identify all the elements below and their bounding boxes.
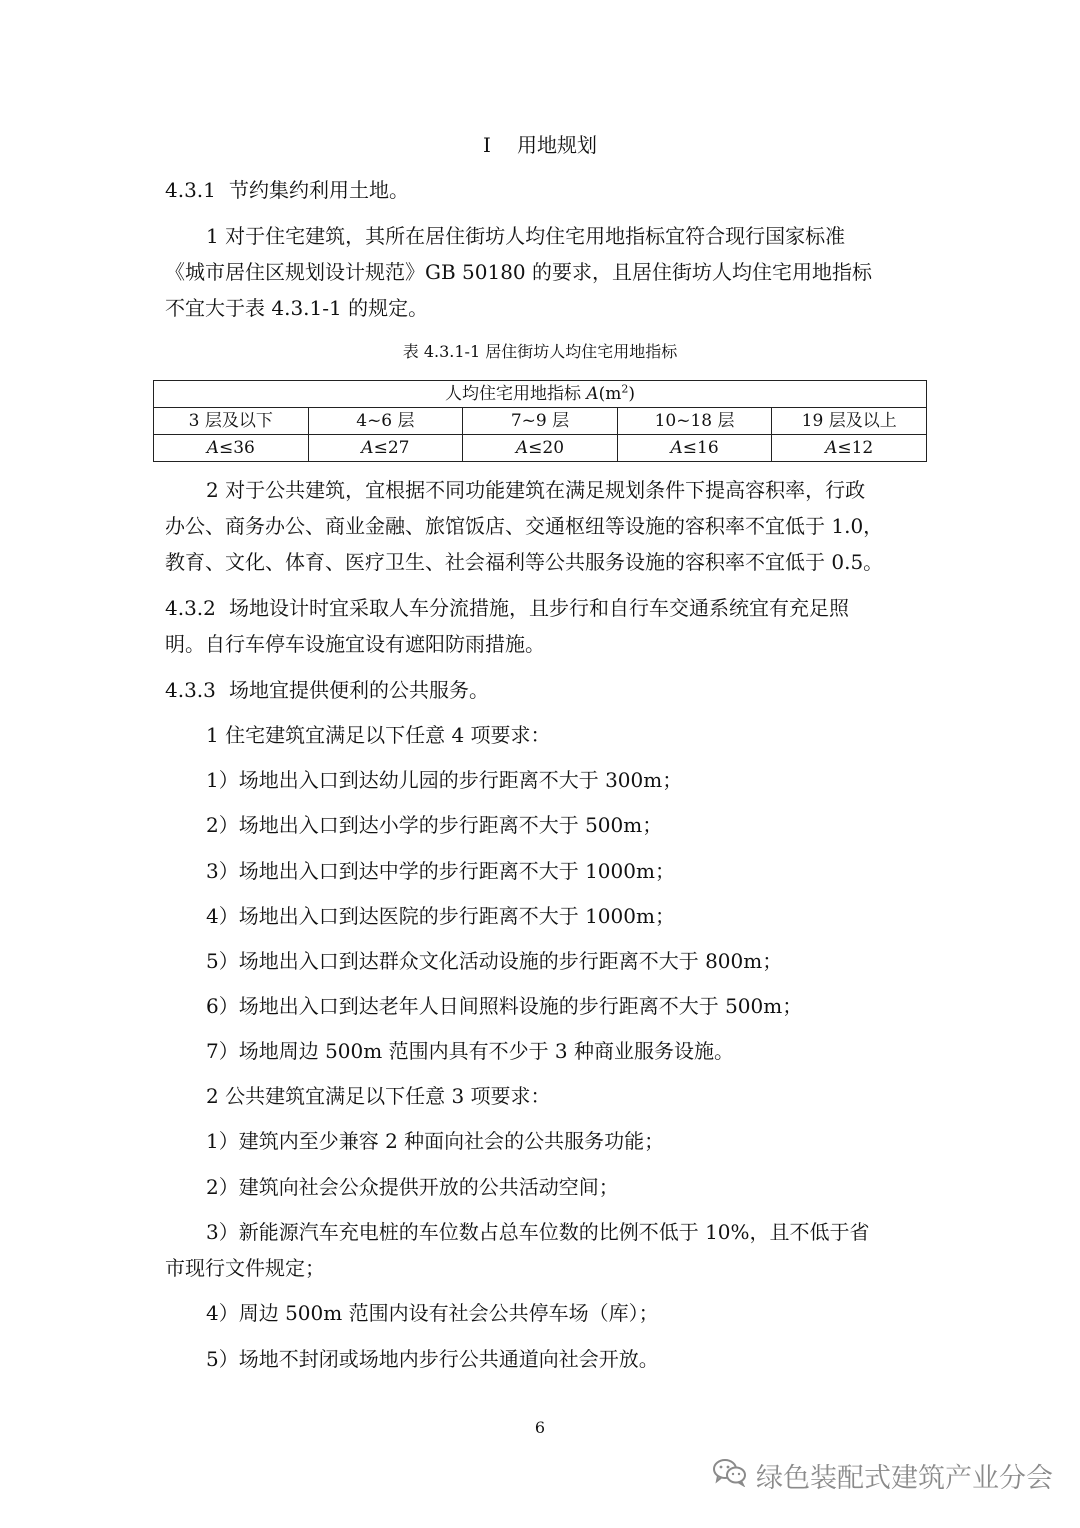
paragraph-2-line-3: 教育、文化、体育、医疗卫生、社会福利等公共服务设施的容积率不宜低于 0.5。: [165, 550, 884, 574]
residential-intro: 1 住宅建筑宜满足以下任意 4 项要求：: [206, 723, 551, 747]
paragraph-2-line-1: 2 对于公共建筑，宜根据不同功能建筑在满足规划条件下提高容积率，行政: [206, 478, 866, 502]
list-item: 1）场地出入口到达幼儿园的步行距离不大于 300m；: [206, 768, 683, 792]
section-title-text: 用地规划: [516, 133, 597, 157]
list-item-cont: 市现行文件规定；: [165, 1256, 325, 1280]
clause-4-3-2-cont: 明。自行车停车设施宜设有遮阳防雨措施。: [165, 632, 545, 656]
clause-4-3-2: [165, 593, 925, 623]
table-column-header: 3 层及以下: [154, 408, 309, 435]
table-cell: A≤20: [463, 435, 618, 462]
section-title: [0, 130, 1080, 160]
list-item: 2）建筑向社会公众提供开放的公共活动空间；: [206, 1175, 619, 1199]
paragraph-2-line-2: 办公、商务办公、商业金融、旅馆饭店、交通枢纽等设施的容积率不宜低于 1.0，: [165, 514, 884, 538]
paragraph-1-line-2: 《城市居住区规划设计规范》GB 50180 的要求，且居住街坊人均住宅用地指标: [165, 260, 873, 284]
list-item: 7）场地周边 500m 范围内具有不少于 3 种商业服务设施。: [206, 1039, 735, 1063]
clause-number: 4.3.1: [165, 178, 216, 202]
list-item: 4）场地出入口到达医院的步行距离不大于 1000m；: [206, 904, 675, 928]
clause-4-3-1: [165, 175, 925, 205]
clause-text: 场地宜提供便利的公共服务。: [229, 678, 489, 702]
table-cell: A≤16: [617, 435, 772, 462]
list-item: 5）场地出入口到达群众文化活动设施的步行距离不大于 800m；: [206, 949, 783, 973]
table-cell: A≤27: [308, 435, 463, 462]
list-item: 4）周边 500m 范围内设有社会公共停车场（库）；: [206, 1301, 659, 1325]
watermark-text: 绿色装配式建筑产业分会: [756, 1462, 1053, 1494]
table-column-row: [154, 408, 927, 435]
table-cell: A≤36: [154, 435, 309, 462]
table-column-header: 7~9 层: [463, 408, 618, 435]
paragraph-1-line-3: 不宜大于表 4.3.1-1 的规定。: [165, 296, 429, 320]
list-item: 3）场地出入口到达中学的步行距离不大于 1000m；: [206, 859, 675, 883]
public-intro: 2 公共建筑宜满足以下任意 3 项要求：: [206, 1084, 551, 1108]
wechat-icon: [712, 1457, 756, 1494]
table-header-row: [154, 381, 927, 408]
clause-text: 节约集约利用土地。: [229, 178, 409, 202]
table-header: 人均住宅用地指标 $A(m^2)$: [154, 381, 927, 408]
page-number: 6: [534, 1418, 546, 1437]
list-item: 3）新能源汽车充电桩的车位数占总车位数的比例不低于 10%，且不低于省: [206, 1220, 870, 1244]
section-number: I: [483, 133, 491, 157]
list-item: 2）场地出入口到达小学的步行距离不大于 500m；: [206, 813, 663, 837]
paragraph-1-line-1: 1 对于住宅建筑，其所在居住街坊人均住宅用地指标宜符合现行国家标准: [206, 224, 846, 248]
list-item: 1）建筑内至少兼容 2 种面向社会的公共服务功能；: [206, 1129, 665, 1153]
list-item: 6）场地出入口到达老年人日间照料设施的步行距离不大于 500m；: [206, 994, 803, 1018]
watermark: [712, 1455, 1053, 1495]
table-column-header: 19 层及以上: [772, 408, 927, 435]
land-use-index-table: [153, 380, 927, 462]
table-caption: 表 4.3.1-1 居住街坊人均住宅用地指标: [402, 342, 678, 361]
table-cell: A≤12: [772, 435, 927, 462]
clause-4-3-3: [165, 675, 925, 705]
table-value-row: [154, 435, 927, 462]
list-item: 5）场地不封闭或场地内步行公共通道向社会开放。: [206, 1347, 659, 1371]
table-column-header: 10~18 层: [617, 408, 772, 435]
table-column-header: 4~6 层: [308, 408, 463, 435]
clause-number: 4.3.3: [165, 678, 216, 702]
clause-number: 4.3.2: [165, 596, 216, 620]
clause-text: 场地设计时宜采取人车分流措施，且步行和自行车交通系统宜有充足照: [229, 596, 849, 620]
